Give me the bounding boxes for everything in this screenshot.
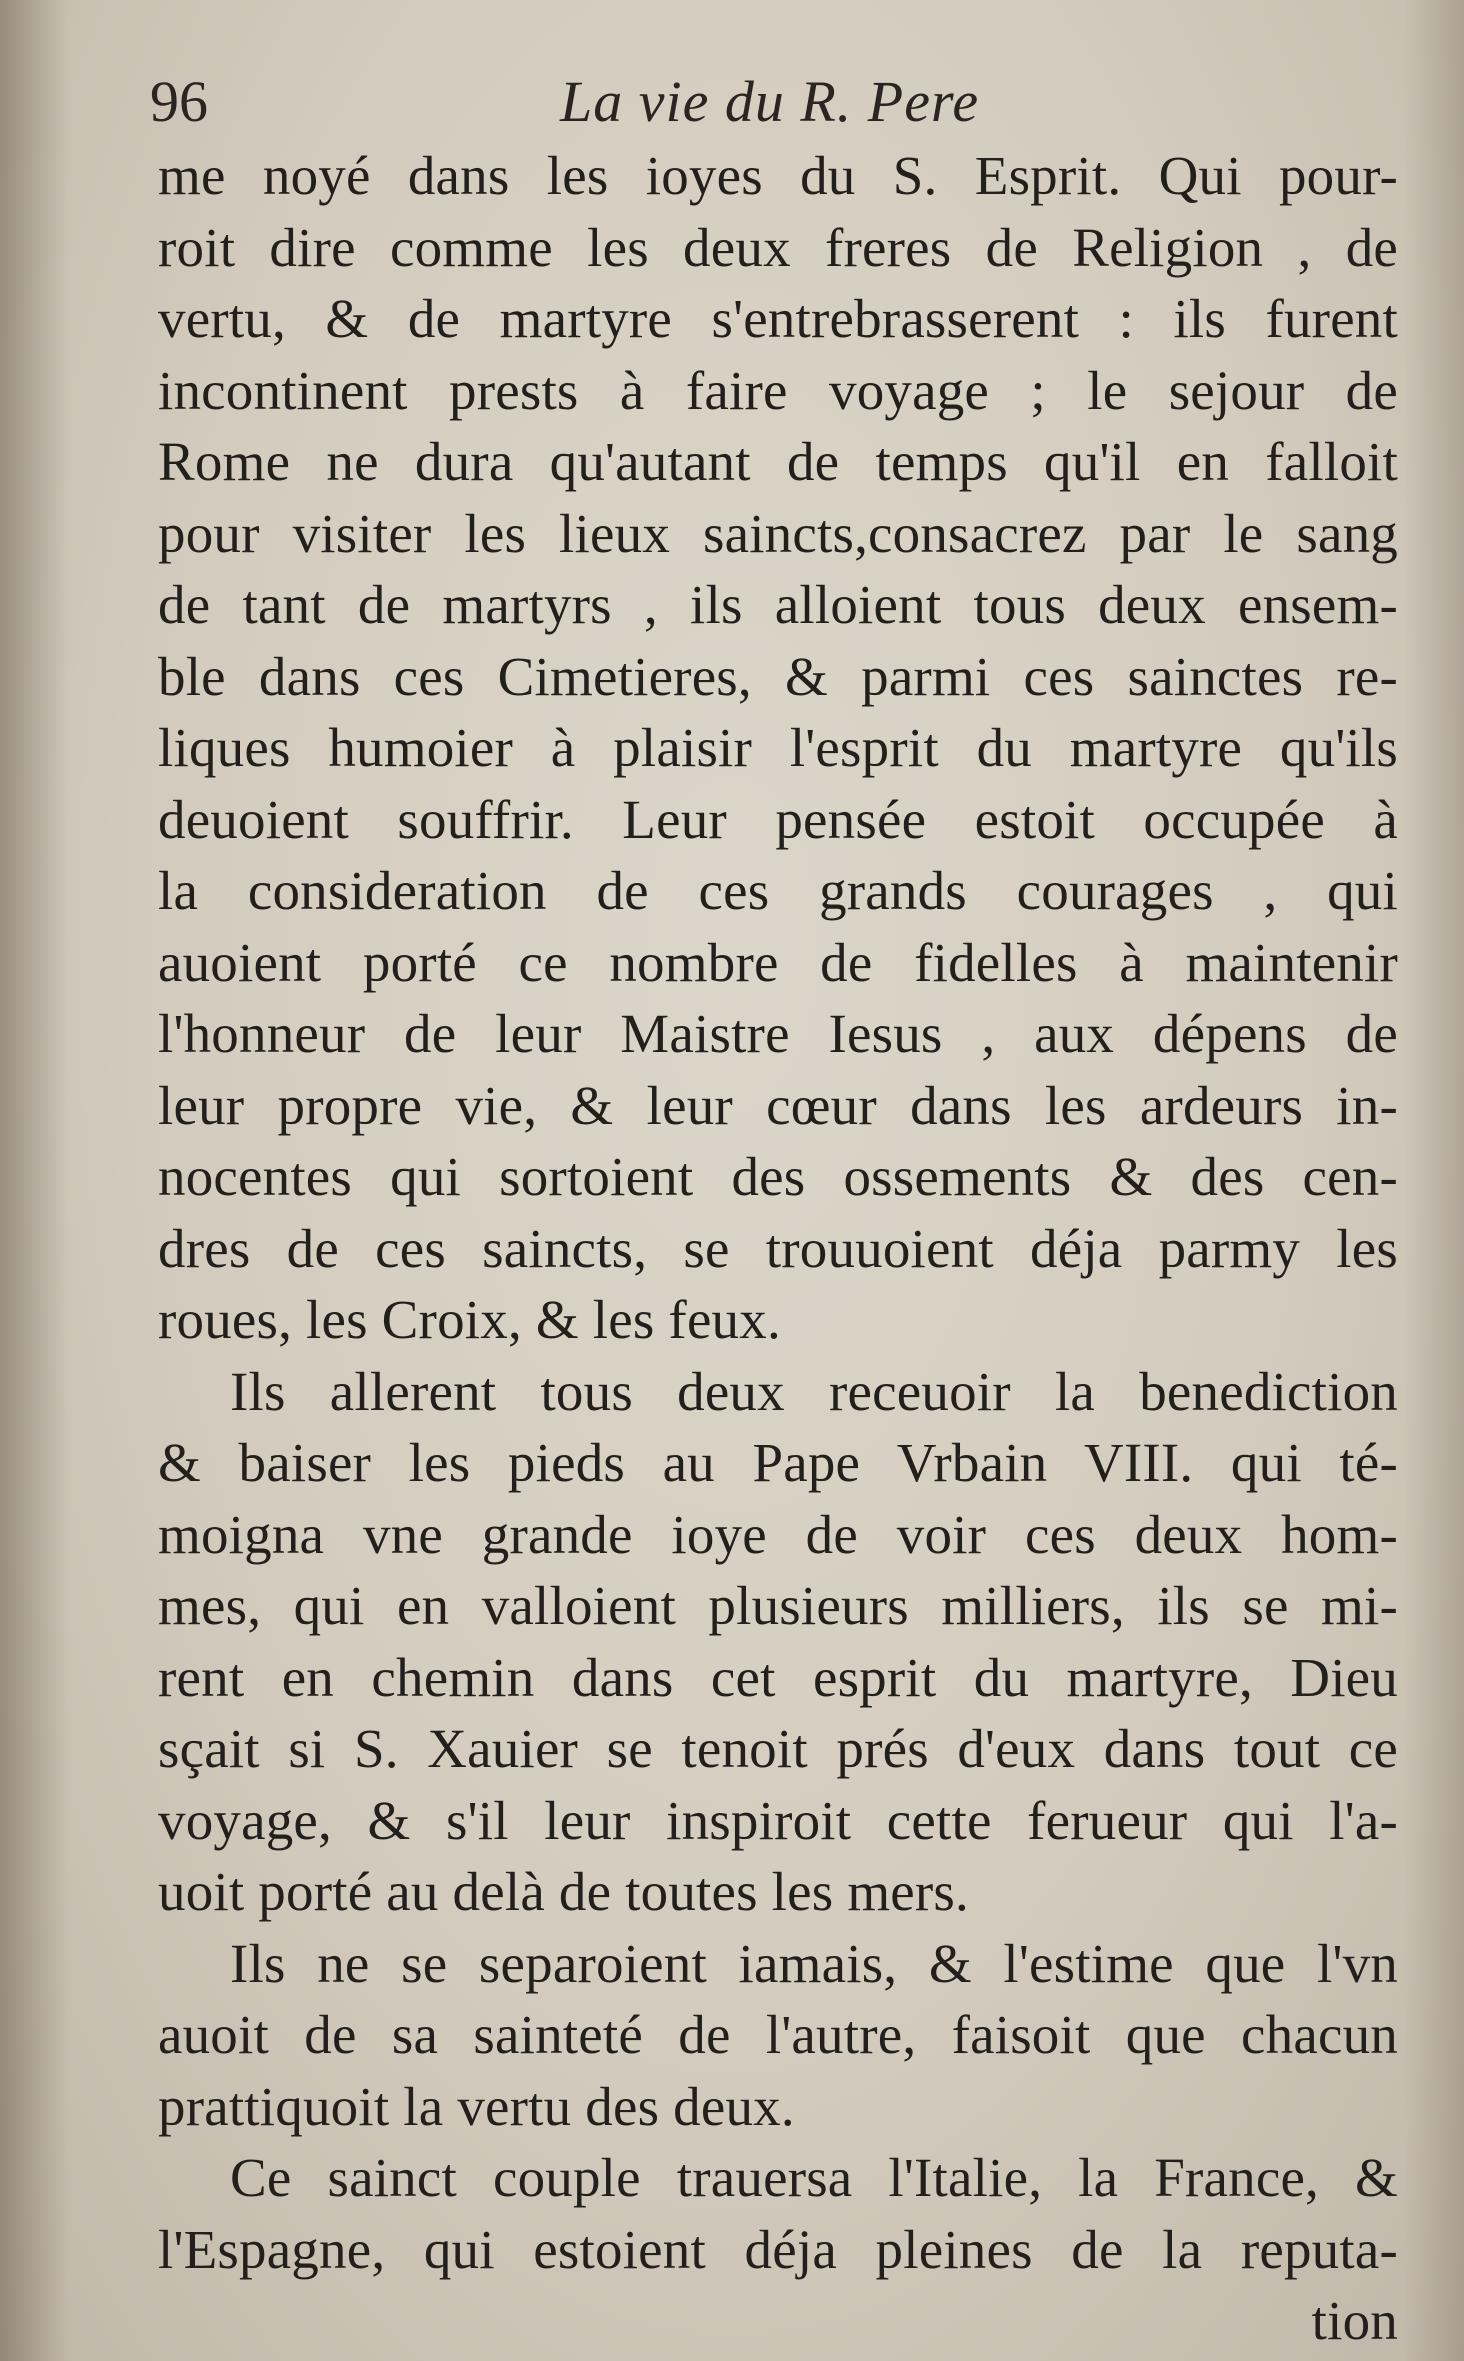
text-line: moigna vne grande ioye de voir ces deux hom- [158,1503,1398,1565]
text-line: vertu, & de martyre s'entrebrasserent : ils furent [158,288,1398,349]
text-line: auoit de sa sainteté de l'autre, faisoit que chacun [158,2004,1398,2065]
running-head [150,68,1394,138]
text-line: l'honneur de leur Maistre Iesus , aux dépens de [158,1003,1398,1064]
text-line: Rome ne dura qu'autant de temps qu'il en falloit [158,431,1398,492]
text-line: uoit porté au delà de toutes les mers. [158,1861,969,1922]
text-line: l'Espagne, qui estoient déja pleines de la reputa- [158,2218,1398,2280]
text-line: me noyé dans les ioyes du S. Esprit. Qui pour- [158,145,1398,206]
page-number: 96 [150,69,208,134]
text-line: ble dans ces Cimetieres, & parmi ces sainctes re- [158,645,1398,707]
text-line: roit dire comme les deux freres de Religion , de [158,216,1398,278]
text-line: deuoient souffrir. Leur pensée estoit occupée à [158,788,1398,850]
text-line: voyage, & s'il leur inspiroit cette ferueur qui l'a- [158,1789,1398,1851]
text-line: rent en chemin dans cet esprit du martyre, Dieu [158,1646,1398,1708]
paragraph-start-line: Ils allerent tous deux receuoir la benediction [230,1360,1398,1422]
text-line: incontinent prests à faire voyage ; le sejour de [158,359,1398,421]
paragraph-start-line: Ils ne se separoient iamais, & l'estime que l'vn [230,1932,1398,1994]
text-line: & baiser les pieds au Pape Vrbain VIII. qui té- [158,1432,1398,1493]
text-line: dres de ces saincts, se trouuoient déja parmy les [158,1217,1398,1279]
text-line: leur propre vie, & leur cœur dans les ardeurs in- [158,1074,1398,1136]
text-line: prattiquoit la vertu des deux. [158,2075,795,2137]
running-title: La vie du R. Pere [560,69,980,134]
text-line: auoient porté ce nombre de fidelles à maintenir [158,931,1398,993]
paragraph-start-line: Ce sainct couple trauersa l'Italie, la France, & [230,2147,1398,2208]
text-line: de tant de martyrs , ils alloient tous deux ensem- [158,574,1398,635]
body-text [158,140,1398,2357]
text-line: la consideration de ces grands courages , qui [158,860,1398,921]
text-line: mes, qui en valloient plusieurs milliers, ils se mi- [158,1575,1398,1636]
text-line: liques humoier à plaisir l'esprit du martyre qu'ils [158,717,1398,778]
catchword: tion [1311,2290,1398,2351]
text-line: pour visiter les lieux saincts,consacrez par le sang [158,502,1398,564]
text-line: sçait si S. Xauier se tenoit prés d'eux dans tout ce [158,1718,1398,1779]
text-line: roues, les Croix, & les feux. [158,1289,781,1350]
text-line: nocentes qui sortoient des ossements & des cen- [158,1146,1398,1207]
